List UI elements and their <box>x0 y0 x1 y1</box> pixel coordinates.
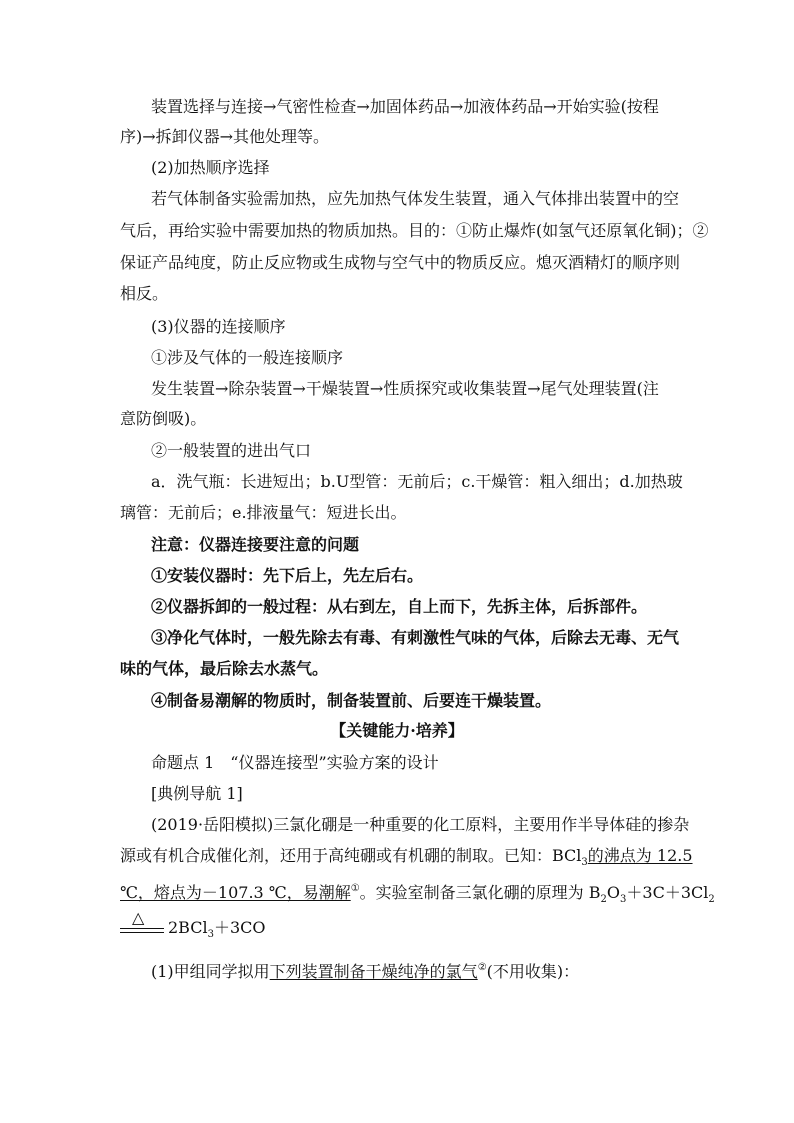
text-segment: 。实验室制备三氯化硼的原理为 B <box>359 883 601 902</box>
text-line: 若气体制备实验需加热，应先加热气体发生装置，通入气体排出装置中的空 <box>151 189 680 208</box>
subscript: 3 <box>581 857 588 868</box>
text-segment: 的沸点为 12.5 <box>587 846 693 865</box>
text-line: 相反。 <box>120 284 169 303</box>
subscript: 2 <box>600 894 607 905</box>
subscript: 3 <box>207 929 214 940</box>
text-line: ①涉及气体的一般连接顺序 <box>151 348 344 367</box>
text-line: 序)→拆卸仪器→其他处理等。 <box>120 127 330 146</box>
heating-equals-sign <box>120 910 164 936</box>
example-heading: [典例导航 1] <box>151 784 243 803</box>
subscript: 2 <box>708 894 715 905</box>
equation-product <box>168 918 266 945</box>
text-segment: O <box>606 883 621 902</box>
text-line: 装置选择与连接→气密性检查→加固体药品→加液体药品→开始实验(按程 <box>151 97 659 116</box>
text-line <box>120 879 715 910</box>
text-segment: ＋3CO <box>213 918 266 937</box>
subscript: 3 <box>620 894 627 905</box>
text-segment: (1)甲组同学拟用 <box>151 962 270 981</box>
footnote-marker: ② <box>477 962 487 973</box>
text-line: (2019·岳阳模拟)三氯化硼是一种重要的化工原料，主要用作半导体硅的掺杂 <box>151 815 690 834</box>
section-title: 【关键能力·培养】 <box>330 721 464 740</box>
proposition-heading: 命题点 1 “仪器连接型”实验方案的设计 <box>151 753 439 772</box>
text-line: ③净化气体时，一般先除去有毒、有刺激性气味的气体，后除去无毒、无气 <box>151 628 680 647</box>
text-segment: 2BCl <box>168 918 208 937</box>
equals-line <box>120 928 164 929</box>
text-line: ②仪器拆卸的一般过程：从右到左，自上而下，先拆主体，后拆部件。 <box>151 597 648 616</box>
text-line: 意防倒吸)。 <box>120 409 207 428</box>
subsection-heading: (3)仪器的连接顺序 <box>151 317 286 336</box>
text-line: 发生装置→除杂装置→干燥装置→性质探究或收集装置→尾气处理装置(注 <box>151 379 659 398</box>
equals-line <box>120 932 164 933</box>
text-line: 璃管：无前后；e.排液量气：短进长出。 <box>120 503 407 522</box>
question-line <box>151 958 579 982</box>
footnote-marker: ① <box>350 883 360 894</box>
text-segment: 源或有机合成催化剂，还用于高纯硼或有机硼的制取。已知：BCl <box>120 846 582 865</box>
text-segment: ℃，熔点为－107.3 ℃，易潮解 <box>120 883 351 902</box>
text-line: ④制备易潮解的物质时，制备装置前、后要连干燥装置。 <box>151 691 552 710</box>
text-segment: (不用收集)： <box>486 962 580 981</box>
text-line <box>120 846 693 873</box>
text-segment: 下列装置制备干燥纯净的氯气 <box>269 962 478 981</box>
text-line: ①安装仪器时：先下后上，先左后右。 <box>151 566 424 585</box>
delta-symbol: △ <box>132 908 145 927</box>
text-line: a．洗气瓶：长进短出；b.U型管：无前后；c.干燥管：粗入细出；d.加热玻 <box>151 472 683 491</box>
text-line: ②一般装置的进出气口 <box>151 441 312 460</box>
text-line: 保证产品纯度，防止反应物或生成物与空气中的物质反应。熄灭酒精灯的顺序则 <box>120 253 681 272</box>
text-line: 气后，再给实验中需要加热的物质加热。目的：①防止爆炸(如氢气还原氧化铜)；② <box>120 221 709 240</box>
note-heading: 注意：仪器连接要注意的问题 <box>151 535 360 554</box>
text-segment: ＋3C＋3Cl <box>626 883 709 902</box>
text-line: 味的气体，最后除去水蒸气。 <box>120 659 329 678</box>
subsection-heading: (2)加热顺序选择 <box>151 158 270 177</box>
